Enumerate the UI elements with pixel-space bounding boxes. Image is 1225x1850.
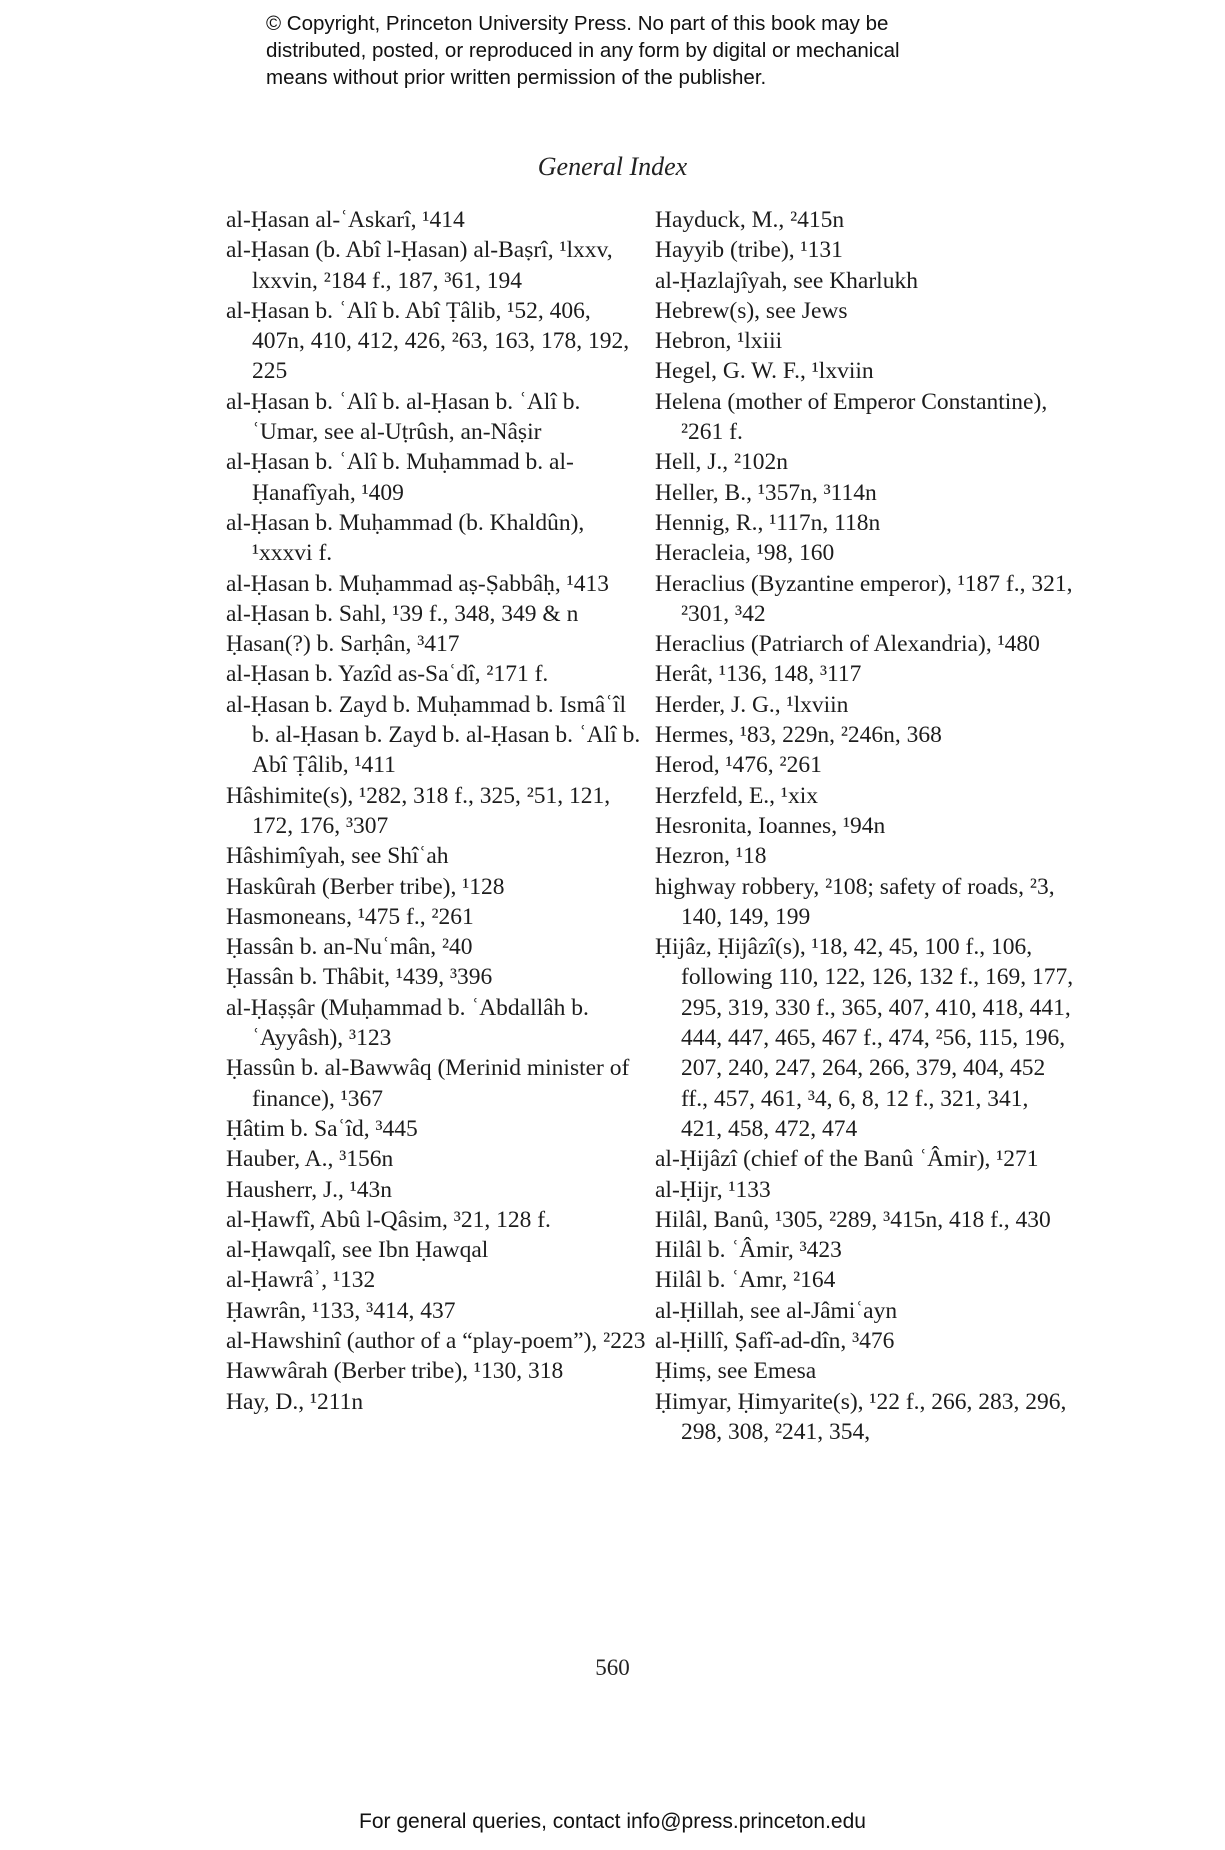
index-entry: Herât, ¹136, 148, ³117: [655, 661, 862, 688]
index-entry: Hebron, ¹lxiii: [655, 328, 783, 355]
index-entry: al-Ḥijr, ¹133: [655, 1176, 771, 1203]
index-entry: al-Ḥillah, see al-Jâmiʿayn: [655, 1297, 898, 1324]
index-entry: al-Ḥasan b. Muḥammad (b. Khaldûn), ¹xxxvi f.: [226, 509, 585, 567]
index-entry: Ḥassân b. Thâbit, ¹439, ³396: [226, 964, 493, 991]
index-entry: al-Ḥasan b. ʿAlî b. Muḥammad b. al-Ḥanafîyah, ¹409: [226, 449, 574, 506]
index-entry: al-Ḥawqalî, see Ibn Ḥawqal: [226, 1237, 489, 1264]
index-entry: Hauber, A., ³156n: [226, 1146, 394, 1173]
index-entry: Hegel, G. W. F., ¹lxviin: [655, 358, 874, 385]
index-entry: al-Ḥasan b. ʿAlî b. al-Ḥasan b. ʿAlî b. ʿUmar, see al-Uṭrûsh, an-Nâṣir: [226, 388, 581, 446]
index-entry: al-Ḥasan b. Sahl, ¹39 f., 348, 349 & n: [226, 600, 579, 627]
index-entry: al-Ḥasan b. Yazîd as-Saʿdî, ²171 f.: [226, 661, 549, 688]
index-entry: Hayduck, M., ²415n: [655, 207, 845, 233]
index-entry: Hesronita, Ioannes, ¹94n: [655, 812, 886, 839]
index-entry: highway robbery, ²108; safety of roads, ²3, 140, 149, 199: [655, 873, 1055, 930]
index-entry: Ḥimyar, Ḥimyarite(s), ¹22 f., 266, 283, 296, 298, 308, ²241, 354,: [655, 1388, 1067, 1445]
index-entry: al-Ḥasan b. Zayd b. Muḥammad b. Ismâʿîl b. al-Ḥasan b. Zayd b. al-Ḥasan b. ʿAlî b. Abî Ṭâlib, ¹411: [226, 691, 641, 779]
index-entry: Herder, J. G., ¹lxviin: [655, 691, 849, 718]
index-entry: Hawwârah (Berber tribe), ¹130, 318: [226, 1358, 564, 1385]
index-entry: Heller, B., ¹357n, ³114n: [655, 479, 877, 506]
index-entry: al-Ḥijâzî (chief of the Banû ʿÂmir), ¹271: [655, 1146, 1039, 1173]
copyright-line: means without prior written permission of the publisher.: [266, 66, 767, 89]
index-entry: Ḥijâz, Ḥijâzî(s), ¹18, 42, 45, 100 f., 106, following 110, 122, 126, 132 f., 169, 177, 295, 319, 330 f., 365, 407, 410, 418, 441, 444, 447, 465, 467 f., 474, ²56, 115, 196, 207, 240, 247, 264, 266, 379, 404, 452 ff., 457, 461, ³4, 6, 8, 12 f., 321, 341, 421, 458, 472, 474: [655, 934, 1074, 1142]
index-entry: Herod, ¹476, ²261: [655, 752, 822, 779]
index-entry: Ḥâtim b. Saʿîd, ³445: [226, 1115, 418, 1142]
copyright-line: distributed, posted, or reproduced in any form by digital or mechanical: [266, 39, 900, 62]
index-entry: al-Ḥazlajîyah, see Kharlukh: [655, 267, 918, 294]
index-entry: Hasmoneans, ¹475 f., ²261: [226, 903, 474, 930]
index-column-right: [655, 205, 1075, 1447]
index-entry: Hayyib (tribe), ¹131: [655, 237, 843, 264]
index-entry: Ḥassûn b. al-Bawwâq (Merinid minister of finance), ¹367: [226, 1055, 630, 1112]
index-entry: al-Ḥasan (b. Abî l-Ḥasan) al-Baṣrî, ¹lxxv, lxxvin, ²184 f., 187, ³61, 194: [226, 237, 613, 294]
copyright-line: © Copyright, Princeton University Press. No part of this book may be: [266, 12, 889, 35]
index-entry: Hilâl b. ʿÂmir, ³423: [655, 1237, 842, 1264]
index-entry: Hilâl, Banû, ¹305, ²289, ³415n, 418 f., 430: [655, 1206, 1051, 1233]
index-entry: al-Ḥawrâʾ, ¹132: [226, 1267, 376, 1294]
index-entry: Ḥasan(?) b. Sarḥân, ³417: [226, 631, 460, 658]
index-entry: Ḥawrân, ¹133, ³414, 437: [226, 1297, 456, 1324]
footer-contact: For general queries, contact info@press.princeton.edu: [359, 1810, 866, 1833]
copyright-notice: [266, 10, 1026, 91]
index-entry: Ḥimṣ, see Emesa: [655, 1358, 817, 1385]
index-entry: Helena (mother of Emperor Constantine), ²261 f.: [655, 388, 1048, 446]
index-entry: Ḥassân b. an-Nuʿmân, ²40: [226, 934, 473, 961]
index-entry: Heraclius (Patriarch of Alexandria), ¹480: [655, 631, 1040, 658]
index-entry: al-Ḥaṣṣâr (Muḥammad b. ʿAbdallâh b. ʿAyyâsh), ³123: [226, 994, 589, 1052]
index-entry: Hermes, ¹83, 229n, ²246n, 368: [655, 722, 942, 749]
index-entry: Hilâl b. ʿAmr, ²164: [655, 1267, 836, 1294]
index-entry: al-Ḥillî, Ṣafî-ad-dîn, ³476: [655, 1327, 895, 1354]
index-entry: al-Hawshinî (author of a “play-poem”), ²223: [226, 1327, 646, 1354]
index-entry: Hay, D., ¹211n: [226, 1388, 364, 1415]
index-column-left: [226, 205, 646, 1417]
index-entry: Heracleia, ¹98, 160: [655, 540, 835, 567]
index-entry: al-Ḥasan al-ʿAskarî, ¹414: [226, 207, 465, 233]
index-entry: Herzfeld, E., ¹xix: [655, 782, 818, 809]
index-entry: Heraclius (Byzantine emperor), ¹187 f., 321, ²301, ³42: [655, 570, 1073, 627]
running-head: General Index: [537, 152, 688, 181]
index-entry: Hebrew(s), see Jews: [655, 297, 848, 324]
page-number: 560: [595, 1655, 630, 1680]
index-entry: Haskûrah (Berber tribe), ¹128: [226, 873, 505, 900]
index-entry: Hell, J., ²102n: [655, 449, 789, 476]
index-entry: Hennig, R., ¹117n, 118n: [655, 509, 881, 536]
index-entry: al-Ḥawfî, Abû l-Qâsim, ³21, 128 f.: [226, 1206, 551, 1233]
index-entry: al-Ḥasan b. Muḥammad aṣ-Ṣabbâḥ, ¹413: [226, 570, 609, 597]
index-entry: Hausherr, J., ¹43n: [226, 1176, 393, 1203]
index-entry: Hezron, ¹18: [655, 843, 767, 870]
index-entry: Hâshimîyah, see Shîʿah: [226, 843, 449, 870]
index-entry: al-Ḥasan b. ʿAlî b. Abî Ṭâlib, ¹52, 406, 407n, 410, 412, 426, ²63, 163, 178, 192, 225: [226, 297, 630, 385]
index-entry: Hâshimite(s), ¹282, 318 f., 325, ²51, 121, 172, 176, ³307: [226, 782, 611, 839]
